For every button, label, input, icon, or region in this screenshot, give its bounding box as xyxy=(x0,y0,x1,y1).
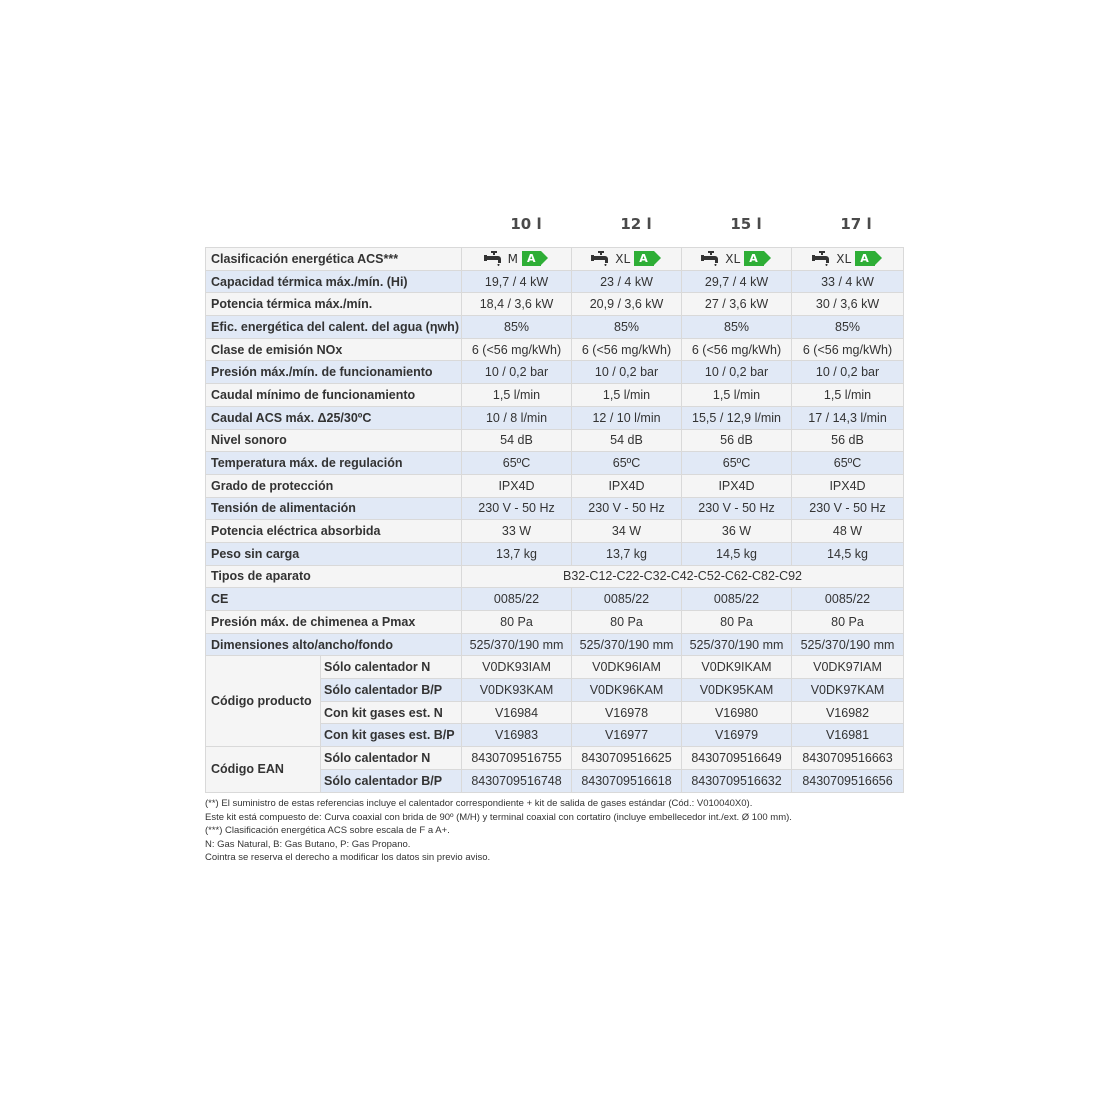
table-row xyxy=(206,270,904,293)
table-row xyxy=(206,316,904,339)
value-cell: V0DK97IAM xyxy=(792,656,904,679)
value-cell: 10 / 0,2 bar xyxy=(572,361,682,384)
row-label: Tensión de alimentación xyxy=(206,497,462,520)
value-cell: 10 / 0,2 bar xyxy=(462,361,572,384)
value-cell: 0085/22 xyxy=(462,588,572,611)
value-cell: 34 W xyxy=(572,520,682,543)
row-label: Caudal ACS máx. Δ25/30ºC xyxy=(206,406,462,429)
row-label: Nivel sonoro xyxy=(206,429,462,452)
value-cell: 1,5 l/min xyxy=(462,384,572,407)
energy-class-badge: A xyxy=(522,251,542,266)
value-cell: 30 / 3,6 kW xyxy=(792,293,904,316)
value-cell: IPX4D xyxy=(572,474,682,497)
energy-cell xyxy=(462,248,572,271)
table-row xyxy=(206,338,904,361)
row-label: Temperatura máx. de regulación xyxy=(206,452,462,475)
value-cell: 13,7 kg xyxy=(462,542,572,565)
value-cell: 48 W xyxy=(792,520,904,543)
sub-label: Con kit gases est. B/P xyxy=(321,724,462,747)
value-cell: 10 / 0,2 bar xyxy=(682,361,792,384)
footnote: N: Gas Natural, B: Gas Butano, P: Gas Propano. xyxy=(205,838,411,850)
energy-label xyxy=(812,251,882,267)
group-label: Código producto xyxy=(206,656,321,747)
value-cell: 80 Pa xyxy=(682,611,792,634)
value-cell: V0DK93IAM xyxy=(462,656,572,679)
value-cell: 10 / 0,2 bar xyxy=(792,361,904,384)
row-label: Dimensiones alto/ancho/fondo xyxy=(206,633,462,656)
value-cell: IPX4D xyxy=(682,474,792,497)
footnote: Cointra se reserva el derecho a modificar los datos sin previo aviso. xyxy=(205,852,491,864)
value-cell: V16984 xyxy=(462,701,572,724)
value-cell: 18,4 / 3,6 kW xyxy=(462,293,572,316)
tap-icon xyxy=(484,251,504,267)
table-row xyxy=(206,611,904,634)
value-cell: V0DK96KAM xyxy=(572,679,682,702)
footnote: Este kit está compuesto de: Curva coaxial con brida de 90º (M/H) y terminal coaxial con cortatiro (incluye embellecedor int./ext. Ø 100 mm). xyxy=(205,811,792,823)
value-cell: 0085/22 xyxy=(792,588,904,611)
table-row xyxy=(206,588,904,611)
energy-cell xyxy=(572,248,682,271)
value-cell: 1,5 l/min xyxy=(682,384,792,407)
row-label: Potencia eléctrica absorbida xyxy=(206,520,462,543)
column-header: 15 l xyxy=(730,215,762,233)
energy-cell xyxy=(792,248,904,271)
table-row xyxy=(206,633,904,656)
value-cell: 525/370/190 mm xyxy=(682,633,792,656)
value-cell: 56 dB xyxy=(682,429,792,452)
value-cell: 17 / 14,3 l/min xyxy=(792,406,904,429)
value-cell: IPX4D xyxy=(462,474,572,497)
table-row xyxy=(206,452,904,475)
value-cell: 230 V - 50 Hz xyxy=(462,497,572,520)
value-cell: 8430709516663 xyxy=(792,747,904,770)
tap-icon xyxy=(591,251,611,267)
value-cell: V0DK93KAM xyxy=(462,679,572,702)
value-cell: 20,9 / 3,6 kW xyxy=(572,293,682,316)
table-row xyxy=(206,497,904,520)
row-label: Peso sin carga xyxy=(206,542,462,565)
group-label: Código EAN xyxy=(206,747,321,792)
value-cell: 85% xyxy=(572,316,682,339)
value-cell: 29,7 / 4 kW xyxy=(682,270,792,293)
value-cell: 230 V - 50 Hz xyxy=(792,497,904,520)
table-row xyxy=(206,542,904,565)
sub-label: Sólo calentador N xyxy=(321,656,462,679)
row-label: Presión máx./mín. de funcionamiento xyxy=(206,361,462,384)
value-cell: 54 dB xyxy=(462,429,572,452)
value-cell: 8430709516656 xyxy=(792,769,904,792)
value-cell: 33 / 4 kW xyxy=(792,270,904,293)
row-label: Grado de protección xyxy=(206,474,462,497)
value-cell: 36 W xyxy=(682,520,792,543)
value-cell: 23 / 4 kW xyxy=(572,270,682,293)
value-cell: 8430709516632 xyxy=(682,769,792,792)
value-cell: 56 dB xyxy=(792,429,904,452)
energy-label xyxy=(484,251,550,267)
value-cell: 27 / 3,6 kW xyxy=(682,293,792,316)
load-profile: XL xyxy=(836,251,852,266)
value-cell: 14,5 kg xyxy=(682,542,792,565)
column-header: 17 l xyxy=(840,215,872,233)
value-cell: 1,5 l/min xyxy=(792,384,904,407)
sub-label: Con kit gases est. N xyxy=(321,701,462,724)
footnote: (***) Clasificación energética ACS sobre escala de F a A+. xyxy=(205,825,450,837)
value-cell: 8430709516649 xyxy=(682,747,792,770)
value-cell: 65ºC xyxy=(572,452,682,475)
value-cell: 525/370/190 mm xyxy=(792,633,904,656)
spec-table xyxy=(205,247,904,793)
value-cell: 8430709516755 xyxy=(462,747,572,770)
value-cell: V16977 xyxy=(572,724,682,747)
column-header: 12 l xyxy=(620,215,652,233)
value-cell: 1,5 l/min xyxy=(572,384,682,407)
value-cell: V0DK97KAM xyxy=(792,679,904,702)
table-row xyxy=(206,293,904,316)
column-headers xyxy=(461,215,903,241)
table-row xyxy=(206,429,904,452)
row-label: Caudal mínimo de funcionamiento xyxy=(206,384,462,407)
row-label: Presión máx. de chimenea a Pmax xyxy=(206,611,462,634)
value-cell: 230 V - 50 Hz xyxy=(572,497,682,520)
value-cell: 65ºC xyxy=(792,452,904,475)
value-cell: V16983 xyxy=(462,724,572,747)
value-cell: 15,5 / 12,9 l/min xyxy=(682,406,792,429)
value-cell: 0085/22 xyxy=(682,588,792,611)
energy-label xyxy=(701,251,771,267)
table-row xyxy=(206,474,904,497)
row-label: Potencia térmica máx./mín. xyxy=(206,293,462,316)
sub-label: Sólo calentador B/P xyxy=(321,769,462,792)
value-cell: 65ºC xyxy=(682,452,792,475)
value-cell: 80 Pa xyxy=(572,611,682,634)
value-cell: V16982 xyxy=(792,701,904,724)
column-header: 10 l xyxy=(510,215,542,233)
value-cell: 8430709516618 xyxy=(572,769,682,792)
row-label: Clasificación energética ACS*** xyxy=(206,248,462,271)
footnotes xyxy=(205,797,925,865)
row-label: Capacidad térmica máx./mín. (Hi) xyxy=(206,270,462,293)
footnote: (**) El suministro de estas referencias incluye el calentador correspondiente + kit de salida de gases estándar (Cód.: V010040X0). xyxy=(205,798,753,809)
sub-label: Sólo calentador N xyxy=(321,747,462,770)
value-cell: 54 dB xyxy=(572,429,682,452)
value-cell: 80 Pa xyxy=(792,611,904,634)
value-cell: 65ºC xyxy=(462,452,572,475)
value-cell: 8430709516625 xyxy=(572,747,682,770)
value-cell: V16979 xyxy=(682,724,792,747)
value-cell: 33 W xyxy=(462,520,572,543)
value-cell: 8430709516748 xyxy=(462,769,572,792)
value-cell: 6 (<56 mg/kWh) xyxy=(682,338,792,361)
table-row xyxy=(206,406,904,429)
row-label: Efic. energética del calent. del agua (ηwh) xyxy=(206,316,462,339)
load-profile: XL xyxy=(725,251,741,266)
value-cell: 0085/22 xyxy=(572,588,682,611)
row-label: Clase de emisión NOx xyxy=(206,338,462,361)
value-cell: 13,7 kg xyxy=(572,542,682,565)
table-row xyxy=(206,747,904,770)
value-cell: IPX4D xyxy=(792,474,904,497)
value-cell: 12 / 10 l/min xyxy=(572,406,682,429)
energy-class-badge: A xyxy=(634,251,654,266)
table-row xyxy=(206,520,904,543)
value-cell: V0DK96IAM xyxy=(572,656,682,679)
load-profile: XL xyxy=(615,251,631,266)
value-cell: B32-C12-C22-C32-C42-C52-C62-C82-C92 xyxy=(462,565,904,588)
value-cell: 85% xyxy=(682,316,792,339)
energy-class-badge: A xyxy=(855,251,875,266)
tap-icon xyxy=(812,251,832,267)
value-cell: 6 (<56 mg/kWh) xyxy=(462,338,572,361)
value-cell: 85% xyxy=(462,316,572,339)
value-cell: 6 (<56 mg/kWh) xyxy=(792,338,904,361)
value-cell: 525/370/190 mm xyxy=(572,633,682,656)
row-label: Tipos de aparato xyxy=(206,565,462,588)
energy-class-badge: A xyxy=(744,251,764,266)
value-cell: 525/370/190 mm xyxy=(462,633,572,656)
value-cell: 80 Pa xyxy=(462,611,572,634)
row-label: CE xyxy=(206,588,462,611)
table-row xyxy=(206,361,904,384)
value-cell: V0DK95KAM xyxy=(682,679,792,702)
value-cell: 230 V - 50 Hz xyxy=(682,497,792,520)
value-cell: V16980 xyxy=(682,701,792,724)
value-cell: V16981 xyxy=(792,724,904,747)
load-profile: M xyxy=(507,251,518,266)
table-row xyxy=(206,656,904,679)
value-cell: 6 (<56 mg/kWh) xyxy=(572,338,682,361)
value-cell: V0DK9IKAM xyxy=(682,656,792,679)
table-row xyxy=(206,248,904,271)
energy-label xyxy=(591,251,661,267)
sub-label: Sólo calentador B/P xyxy=(321,679,462,702)
value-cell: 85% xyxy=(792,316,904,339)
table-row xyxy=(206,384,904,407)
value-cell: 14,5 kg xyxy=(792,542,904,565)
energy-cell xyxy=(682,248,792,271)
value-cell: 19,7 / 4 kW xyxy=(462,270,572,293)
table-row xyxy=(206,565,904,588)
tap-icon xyxy=(701,251,721,267)
value-cell: V16978 xyxy=(572,701,682,724)
value-cell: 10 / 8 l/min xyxy=(462,406,572,429)
